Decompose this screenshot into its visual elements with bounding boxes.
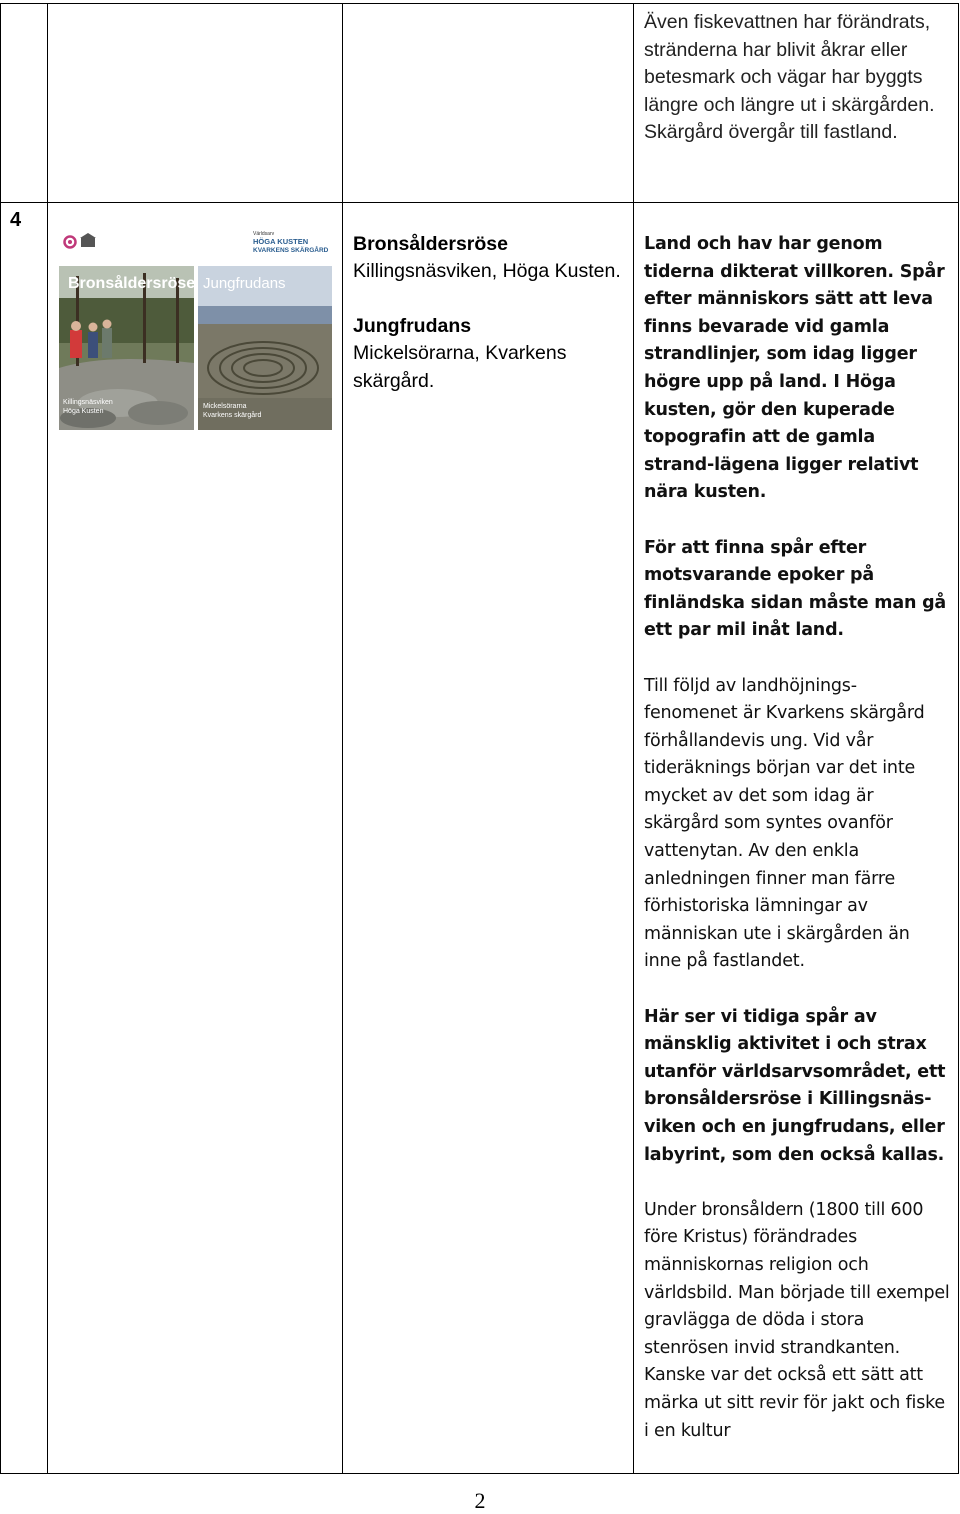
right-brochure-caption-2: Kvarkens skärgård [203, 412, 262, 419]
jungfrudans-brochure-image [198, 228, 332, 430]
paragraph: Land och hav har genom tiderna dikterat villkoren. Spår efter människors sätt att leva finns bevarade vid gamla strandlinjer, som idag ligger högre upp på land. I Höga kusten, gör den kuperade topografin att de gamla strand-lägena ligger relativt nära kusten. [644, 234, 945, 503]
brochure-images [48, 228, 341, 468]
right-header-line2: KVARKENS SKÄRGÅRD [253, 247, 329, 254]
right-brochure-title: Jungfrudans [203, 275, 286, 292]
paragraph: Under bronsåldern (1800 till 600 före Kristus) förändrades människornas religion och världsbild. Man började till exempel gravlägga de döda i stora stenrösen invid strandkanten. Kanske var det också ett sätt att märka ut sitt revir för jakt och fiske i en kultur [644, 1199, 950, 1441]
cell-empty [343, 4, 634, 203]
content-table [0, 3, 959, 1474]
cell-text: Även fiskevattnen har förändrats, stränderna har blivit åkrar eller betesmark och vägar har byggts längre och längre ut i skärgården. Skärgård övergår till fastland. [634, 4, 959, 203]
left-brochure-title: Bronsåldersröse [68, 275, 196, 292]
cell-empty [1, 4, 48, 203]
left-brochure-caption-2: Höga Kusten [63, 408, 104, 415]
caption-text-1: Killingsnäsviken, Höga Kusten. [353, 260, 621, 283]
caption-text-2: Mickelsörarna, Kvarkens skärgård. [353, 342, 567, 392]
paragraph: För att finna spår efter motsvarande epoker på finländska sidan måste man gå ett par mil inåt land. [644, 537, 947, 641]
right-header-small: Världsarv [253, 231, 275, 237]
row-number: 4 [1, 203, 48, 1474]
page-number: 2 [474, 1488, 486, 1513]
paragraph: Till följd av landhöjnings-fenomenet är Kvarkens skärgård förhållandevis ung. Vid vår tideräknings början var det inte mycket av det som idag är skärgård som syntes ovanför vattenytan. Av den enkla anledningen finner man färre förhistoriska lämningar av människan ute i skärgården än inne på fastlandet. [644, 675, 925, 972]
table-row [1, 4, 959, 203]
bronsaldersrose-brochure-image [59, 266, 195, 430]
cell-empty [48, 4, 343, 203]
left-brochure-caption: Killingsnäsviken [63, 399, 113, 406]
right-header-line1: HÖGA KUSTEN [253, 237, 309, 246]
image-cell [48, 203, 343, 1474]
right-brochure-caption: Mickelsörarna [203, 403, 247, 410]
unesco-logo-icon [65, 233, 97, 248]
caption-cell [343, 203, 634, 1474]
table-row [1, 203, 959, 1474]
caption-title-2: Jungfrudans [353, 314, 472, 337]
main-text-cell [634, 203, 959, 1474]
paragraph: Här ser vi tidiga spår av mänsklig aktivitet i och strax utanför världsarvsområdet, ett bronsåldersröse i Killingsnäs-viken och en jungfrudans, eller labyrint, som den också kallas. [644, 1006, 946, 1165]
caption-title-1: Bronsåldersröse [353, 233, 508, 255]
